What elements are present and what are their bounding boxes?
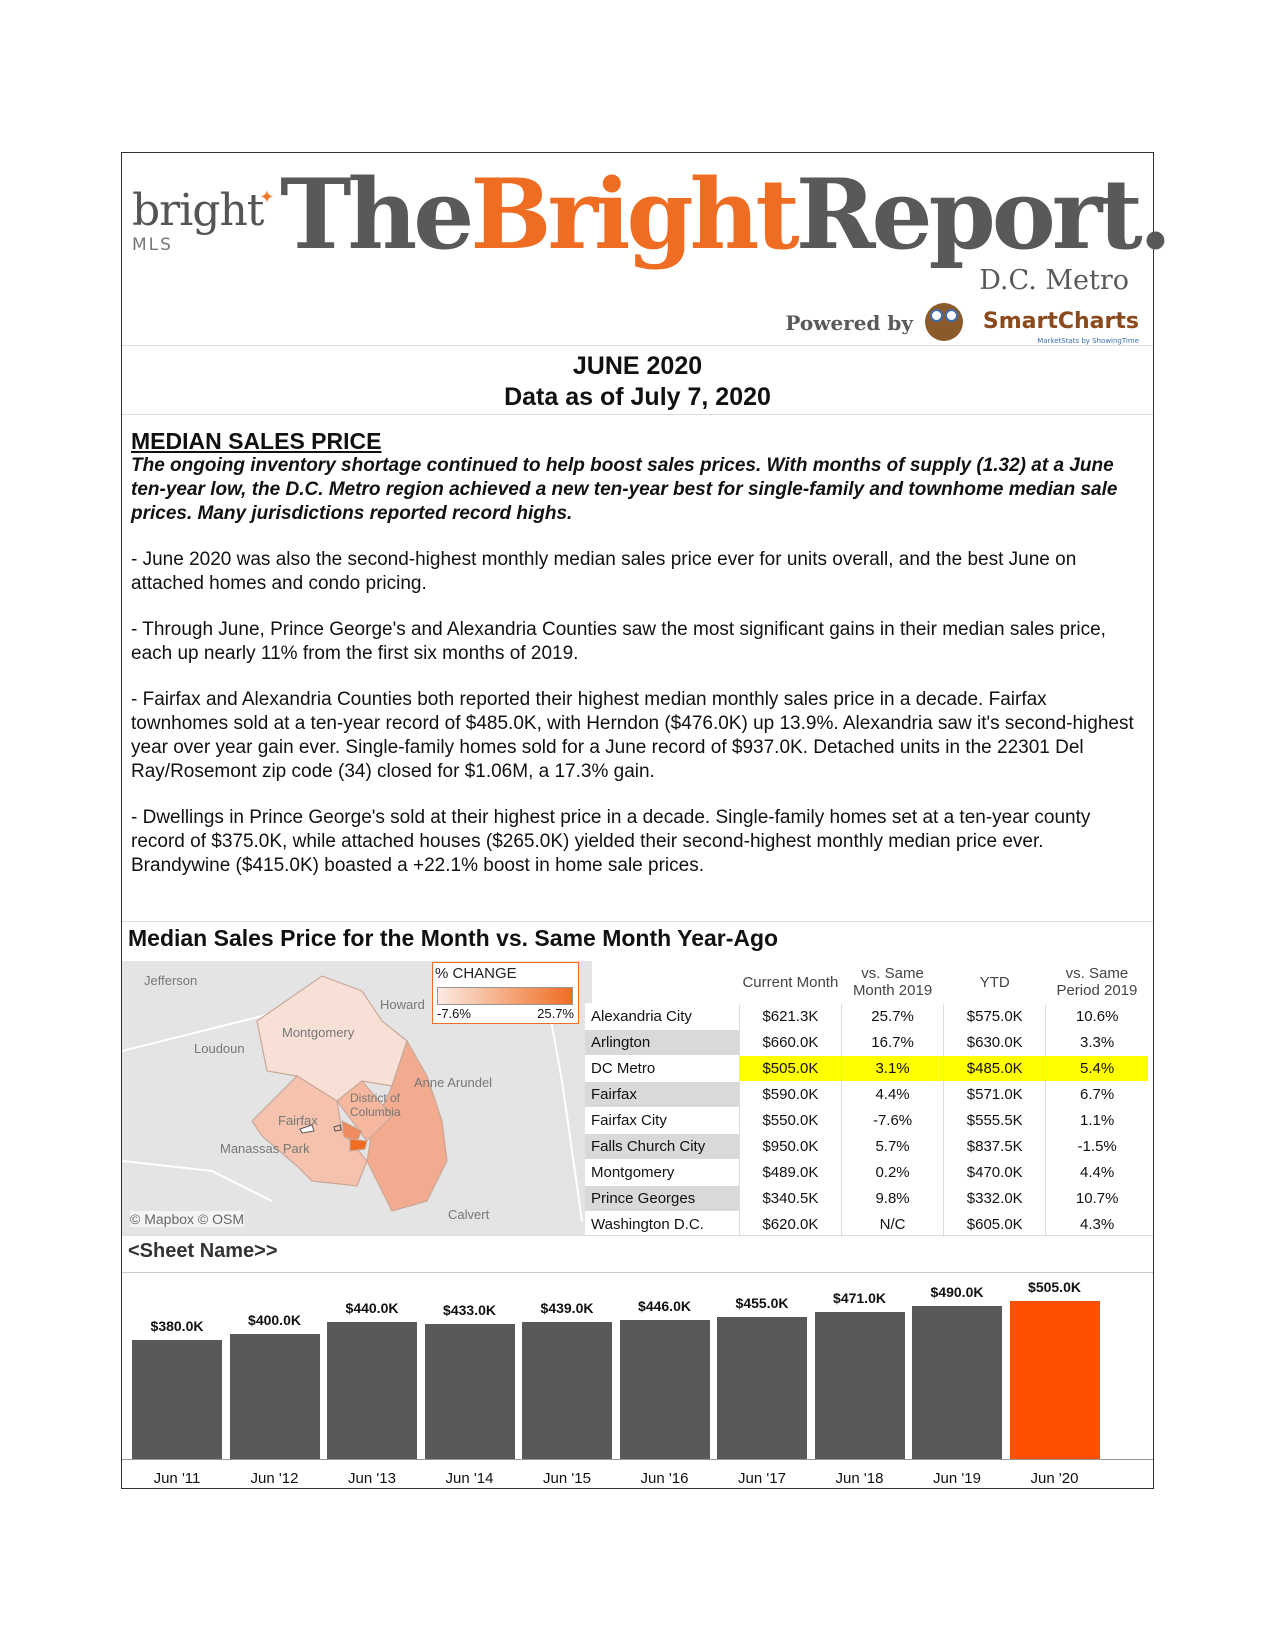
value-cell: 10.7% xyxy=(1046,1186,1148,1212)
comparison-title: Median Sales Price for the Month vs. Same Month Year-Ago xyxy=(128,925,779,951)
table-header: vs. Same Period 2019 xyxy=(1056,965,1138,999)
value-cell: 3.3% xyxy=(1046,1030,1148,1056)
legend-title: % CHANGE xyxy=(435,965,517,982)
bar-value-label: $439.0K xyxy=(540,1299,594,1316)
row-name-cell: Prince Georges xyxy=(585,1186,739,1212)
value-cell: 5.7% xyxy=(841,1134,943,1160)
table-header-row xyxy=(585,961,1148,1004)
value-cell: 3.1% xyxy=(841,1056,943,1082)
report-header xyxy=(122,153,1169,346)
bar-category-label: Jun '16 xyxy=(640,1470,689,1487)
value-cell: $621.3K xyxy=(739,1004,841,1030)
value-cell: 6.7% xyxy=(1046,1082,1148,1108)
bar-value-label: $440.0K xyxy=(345,1299,399,1316)
bar xyxy=(522,1322,612,1459)
map-label-district: District of Columbia xyxy=(350,1091,401,1119)
smartcharts-logo: SmartCharts MarketStats by ShowingTime xyxy=(982,309,1139,345)
map-road xyxy=(122,1161,272,1201)
value-cell: $590.0K xyxy=(739,1082,841,1108)
owl-logo-icon xyxy=(925,303,963,341)
bar-value-label: $433.0K xyxy=(443,1301,496,1318)
value-cell: $470.0K xyxy=(944,1160,1046,1186)
map-region-alexandria[interactable] xyxy=(350,1139,367,1151)
bar-category-label: Jun '17 xyxy=(738,1470,786,1487)
value-cell: $485.0K xyxy=(944,1056,1046,1082)
value-cell: 16.7% xyxy=(841,1030,943,1056)
paragraph-2: - Through June, Prince George's and Alexandria Counties saw the most significant gains in their median sales price, each up nearly 11% from the first six months of 2019. xyxy=(131,619,1106,664)
bar xyxy=(815,1312,905,1459)
table-row xyxy=(585,1030,1148,1056)
value-cell: $489.0K xyxy=(739,1160,841,1186)
value-cell: $605.0K xyxy=(944,1212,1046,1238)
row-name-cell: DC Metro xyxy=(585,1056,739,1082)
value-cell: 9.8% xyxy=(841,1186,943,1212)
map-credit: © Mapbox © OSM xyxy=(130,1211,244,1227)
bar-value-label: $505.0K xyxy=(1028,1279,1081,1296)
report-date-block xyxy=(122,347,1153,415)
row-name-cell: Alexandria City xyxy=(585,1004,739,1030)
row-name-cell: Fairfax City xyxy=(585,1108,739,1134)
bar xyxy=(620,1320,710,1459)
map-legend xyxy=(432,962,579,1024)
map-label-jefferson: Jefferson xyxy=(144,973,198,988)
value-cell: $660.0K xyxy=(739,1030,841,1056)
bar xyxy=(425,1324,515,1459)
sheet-name: <Sheet Name>> xyxy=(128,1240,278,1262)
bar-category-label: Jun '19 xyxy=(933,1470,981,1487)
row-name-cell: Montgomery xyxy=(585,1160,739,1186)
bar-value-label: $380.0K xyxy=(150,1318,204,1335)
value-cell: 1.1% xyxy=(1046,1108,1148,1134)
value-cell: $340.5K xyxy=(739,1186,841,1212)
map-label-anne-arundel: Anne Arundel xyxy=(414,1075,493,1090)
lead-paragraph: The ongoing inventory shortage continued to help boost sales prices. With months of supply (1.32) at a June ten-year low, the D.C. Metro region achieved a new ten-year best for single-family and townhome median sale prices. Many jurisdictions reported record highs. xyxy=(131,455,1118,524)
value-cell: $837.5K xyxy=(944,1134,1046,1160)
star-icon: ✦ xyxy=(259,187,274,208)
paragraph-1: - June 2020 was also the second-highest monthly median sales price ever for units overall, and the best June on attached homes and condo pricing. xyxy=(131,549,1077,594)
brand-sub: MLS xyxy=(132,235,173,255)
table-row xyxy=(585,1186,1148,1212)
value-cell: $332.0K xyxy=(944,1186,1046,1212)
row-name-cell: Fairfax xyxy=(585,1082,739,1108)
map-label-fairfax: Fairfax xyxy=(278,1113,318,1128)
bar-category-label: Jun '12 xyxy=(250,1470,299,1487)
bar-category-label: Jun '18 xyxy=(835,1470,884,1487)
divider xyxy=(122,1235,1153,1236)
bar-category-label: Jun '13 xyxy=(348,1470,396,1487)
bar-category-label: Jun '20 xyxy=(1030,1470,1079,1487)
value-cell: 4.4% xyxy=(1046,1160,1148,1186)
bar xyxy=(327,1322,417,1460)
table-body xyxy=(585,1004,1148,1238)
map-label-calvert: Calvert xyxy=(448,1207,490,1222)
table-row xyxy=(585,1134,1148,1160)
narrative xyxy=(131,428,1141,878)
value-cell: 0.2% xyxy=(841,1160,943,1186)
value-cell: N/C xyxy=(841,1212,943,1238)
value-cell: 10.6% xyxy=(1046,1004,1148,1030)
bar-category-label: Jun '15 xyxy=(543,1470,591,1487)
table-row xyxy=(585,1160,1148,1186)
table-row xyxy=(585,1004,1148,1030)
section-title: MEDIAN SALES PRICE xyxy=(131,428,382,454)
value-cell: -7.6% xyxy=(841,1108,943,1134)
value-cell: 5.4% xyxy=(1046,1056,1148,1082)
median-price-bar-chart xyxy=(122,1273,1153,1489)
paragraph-4: - Dwellings in Prince George's sold at their highest price in a decade. Single-family homes set at a ten-year county record of $375.0K, while attached houses ($265.0K) yielded their second-highest monthly median price ever. Brandywine ($415.0K) boasted a +22.1% boost in home sale prices. xyxy=(131,807,1091,876)
region-label: D.C. Metro xyxy=(979,265,1129,296)
chart-baseline xyxy=(122,1459,1153,1460)
value-cell: $575.0K xyxy=(944,1004,1046,1030)
bar-category-label: Jun '14 xyxy=(445,1470,494,1487)
bar-value-label: $400.0K xyxy=(248,1312,301,1328)
report-title: TheBrightReport. xyxy=(280,158,1169,271)
legend-min: -7.6% xyxy=(437,1006,471,1021)
value-cell: 4.4% xyxy=(841,1082,943,1108)
owl-eye-icon xyxy=(945,309,958,322)
legend-gradient xyxy=(437,987,573,1005)
bar-value-label: $490.0K xyxy=(930,1283,984,1300)
report-page xyxy=(121,152,1169,1489)
bar xyxy=(1010,1301,1100,1459)
table-header: vs. Same Month 2019 xyxy=(852,965,933,999)
powered-by-label: Powered by xyxy=(785,311,913,335)
bar xyxy=(912,1306,1002,1459)
bar xyxy=(132,1340,222,1459)
value-cell: $950.0K xyxy=(739,1134,841,1160)
value-cell: $630.0K xyxy=(944,1030,1046,1056)
table-row xyxy=(585,1108,1148,1134)
comparison-table xyxy=(585,961,1148,1237)
map-label-montgomery: Montgomery xyxy=(282,1025,355,1040)
report-period: JUNE 2020 xyxy=(572,352,703,380)
owl-eye-icon xyxy=(930,309,943,322)
paragraph-3: - Fairfax and Alexandria Counties both reported their highest median monthly sales price in a decade. Fairfax townhomes sold at a ten-year record of $485.0K, with Herndon ($476.0K) up 13.9%. Alexandria saw it's second-highest year over year gain ever. Single-family homes sold for a June record of $937.0K. Detached units in the 22301 Del Ray/Rosemont zip code (34) closed for $1.06M, a 17.3% gain. xyxy=(131,689,1134,782)
data-as-of: Data as of July 7, 2020 xyxy=(504,383,771,411)
value-cell: $550.0K xyxy=(739,1108,841,1134)
value-cell: $555.5K xyxy=(944,1108,1046,1134)
map-label-manassas-park: Manassas Park xyxy=(220,1141,310,1156)
row-name-cell: Washington D.C. xyxy=(585,1212,739,1238)
bar xyxy=(717,1317,807,1459)
bar-value-label: $446.0K xyxy=(638,1297,691,1314)
bar-value-label: $471.0K xyxy=(833,1289,886,1306)
table-header: YTD xyxy=(979,973,1010,991)
value-cell: $571.0K xyxy=(944,1082,1046,1108)
brand-name: bright xyxy=(132,185,264,236)
table-header xyxy=(585,961,739,1004)
value-cell: 25.7% xyxy=(841,1004,943,1030)
legend-max: 25.7% xyxy=(537,1006,574,1021)
value-cell: $505.0K xyxy=(739,1056,841,1082)
table-row xyxy=(585,1056,1148,1082)
map-label-howard: Howard xyxy=(380,997,425,1012)
row-name-cell: Arlington xyxy=(585,1030,739,1056)
value-cell: $620.0K xyxy=(739,1212,841,1238)
table-row xyxy=(585,1212,1148,1238)
bar-category-label: Jun '11 xyxy=(153,1470,201,1487)
bar xyxy=(230,1334,320,1459)
bright-mls-logo xyxy=(132,185,274,236)
bar-value-label: $455.0K xyxy=(735,1294,789,1311)
divider xyxy=(122,921,1153,922)
value-cell: -1.5% xyxy=(1046,1134,1148,1160)
table-row xyxy=(585,1082,1148,1108)
row-name-cell: Falls Church City xyxy=(585,1134,739,1160)
value-cell: 4.3% xyxy=(1046,1212,1148,1238)
map-label-loudoun: Loudoun xyxy=(194,1041,245,1056)
table-header: Current Month xyxy=(742,973,839,991)
